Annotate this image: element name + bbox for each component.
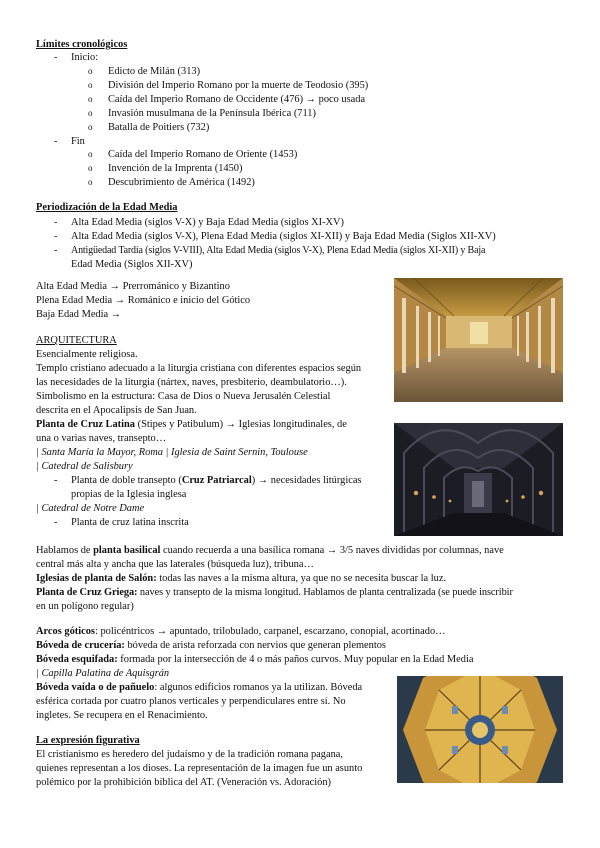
text-line-arcos: Arcos góticos: policéntricos → apuntado, trilobulado, carpanel, escarzano, conopial, acortinado… bbox=[36, 626, 446, 637]
text-line: Templo cristiano adecuado a la liturgia cristiana con diferentes espacios según bbox=[36, 363, 362, 374]
gothic-cathedral-photo bbox=[394, 423, 563, 536]
dome-photo bbox=[397, 676, 563, 783]
text-line: ingletes. Se recupera en el Renacimiento. bbox=[36, 710, 208, 721]
text-line: central más alta y ancha que las laterales (búsqueda luz), tribuna… bbox=[36, 559, 314, 570]
text-line: descrita en el Apocalipsis de San Juan. bbox=[36, 405, 197, 416]
text-line: Simbolismo en la estructura: Casa de Dios o Nueva Jerusalén Celestial bbox=[36, 391, 331, 402]
text-line: en un polígono regular) bbox=[36, 601, 134, 612]
text-line-vaida: Bóveda vaída o de pañuelo: algunos edificios romanos ya la utilizan. Bóveda bbox=[36, 682, 363, 693]
text-line: quienes representan a los dioses. La representación de la imagen fue un asunto bbox=[36, 763, 363, 774]
section-title-expresion: La expresión figurativa bbox=[36, 735, 140, 746]
text-line: las necesidades de la liturgia (nártex, naves, presbiterio, deambulatorio…). bbox=[36, 377, 347, 388]
text-line: polémico por la prohibición bíblica del AT. (Veneración vs. Adoración) bbox=[36, 777, 331, 788]
text-line: Baja Edad Media → bbox=[36, 309, 122, 320]
section-title-limites: Límites cronológicos bbox=[36, 39, 128, 50]
section-title-arquitectura: ARQUITECTURA bbox=[36, 335, 117, 346]
text-line-esquifada: Bóveda esquifada: formada por la intersección de 4 o más paños curvos. Muy popular en la Edad Media bbox=[36, 654, 474, 665]
example-line: | Capilla Palatina de Aquisgrán bbox=[36, 668, 170, 679]
text-line-cruceria: Bóveda de crucería: bóveda de arista reforzada con nervios que generan plementos bbox=[36, 640, 386, 651]
text-line: esférica cortada por cuatro planos verticales y perpendiculares entre sí. No bbox=[36, 696, 346, 707]
section-title-periodizacion: Periodización de la Edad Media bbox=[36, 202, 178, 213]
list-item-continuation: propias de la Iglesia inglesa bbox=[71, 489, 187, 500]
example-line: | Catedral de Salisbury bbox=[36, 461, 133, 472]
text-line-basilical: Hablamos de planta basilical cuando recuerda a una basílica romana → 3/5 naves divididas por columnas, nave bbox=[36, 545, 504, 556]
text-line-cruz-latina: Planta de Cruz Latina (Stipes y Patibulum) → Iglesias longitudinales, de bbox=[36, 419, 347, 430]
example-line: | Santa María la Mayor, Roma | Iglesia de Saint Sernin, Toulouse bbox=[36, 447, 308, 458]
example-line: | Catedral de Notre Dame bbox=[36, 503, 145, 514]
text-line: Plena Edad Media → Románico e inicio del Gótico bbox=[36, 295, 251, 306]
text-line: El cristianismo es heredero del judaísmo y de la tradición romana pagana, bbox=[36, 749, 343, 760]
text-line-salon: Iglesias de planta de Salón: todas las naves a la misma altura, ya que no se necesita buscar la luz. bbox=[36, 573, 447, 584]
text-line: una o varias naves, transepto… bbox=[36, 433, 167, 444]
basilica-interior-photo bbox=[394, 278, 563, 402]
text-line: Esencialmente religiosa. bbox=[36, 349, 138, 360]
text-line-cruz-griega: Planta de Cruz Griega: naves y transepto de la misma longitud. Hablamos de planta centralizada (se puede inscribir bbox=[36, 587, 513, 598]
text-line: Alta Edad Media → Prerrománico y Bizantino bbox=[36, 281, 230, 292]
list-item-continuation: Edad Media (Siglos XII-XV) bbox=[71, 259, 193, 270]
